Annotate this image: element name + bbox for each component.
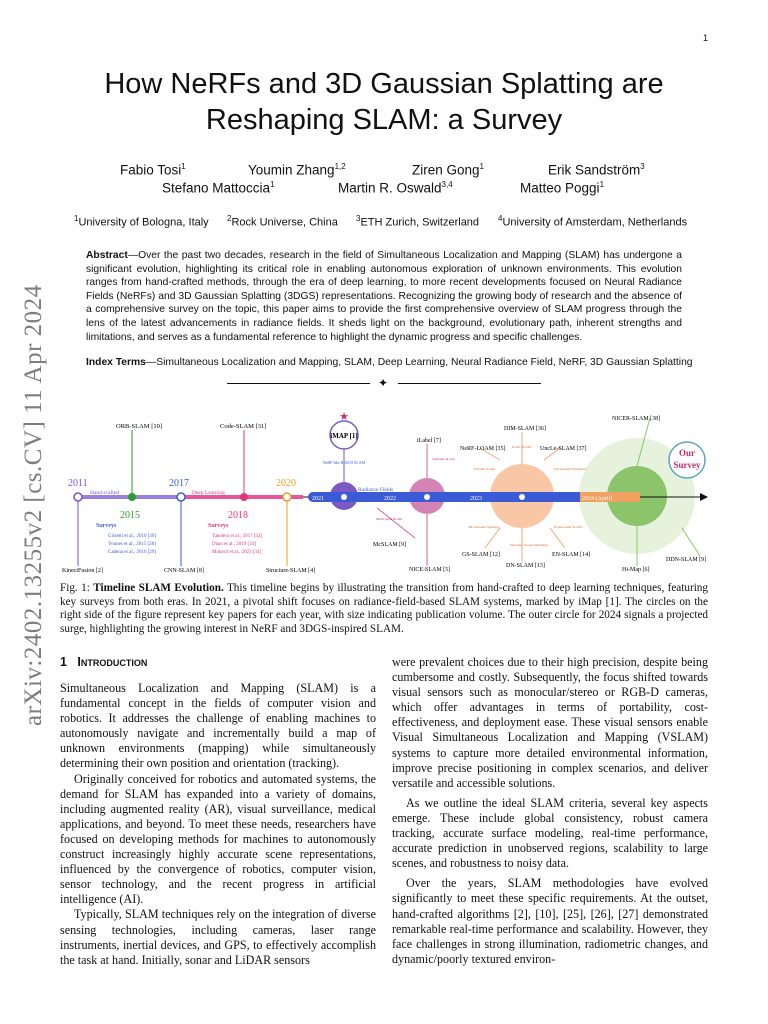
surveys-heading: Surveys	[208, 523, 229, 529]
author: Fabio Tosi$^1$	[120, 162, 186, 178]
body-column-right	[392, 655, 708, 967]
author: Stefano Mattoccia$^1$	[162, 180, 275, 196]
method-label: DDN-SLAM [9]	[666, 557, 707, 563]
method-label: iLabel [7]	[417, 438, 441, 444]
figure-caption	[60, 582, 708, 636]
survey-item: Mokssit et al., 2023 [34]	[212, 550, 262, 555]
divider-diamond-icon: ✦	[378, 376, 389, 390]
body-column-left	[60, 681, 376, 968]
index-terms-text: —Simultaneous Localization and Mapping, SLAM, Deep Learning, Neural Radiance Field, NeRF, 3D Gaussian Splatting	[145, 357, 693, 368]
author: Youmin Zhang$^{1,2}$	[248, 162, 346, 178]
affiliation: $^1$University of Bologna, Italy	[74, 214, 209, 229]
stem-gs-slam	[485, 528, 500, 548]
method-label: UncLe-SLAM [37]	[540, 446, 587, 452]
index-terms-label: Index Terms	[86, 357, 146, 368]
method-label: Code-SLAM [31]	[220, 423, 267, 430]
method-label: EN-SLAM [14]	[552, 552, 591, 558]
year-node	[128, 493, 136, 501]
stem-ddn-slam	[682, 528, 700, 556]
year-node	[519, 494, 525, 500]
year-node	[177, 493, 185, 501]
era-label: Hand-crafted	[90, 490, 120, 496]
year-label: 2024 (April)	[582, 496, 613, 502]
method-label: ORB-SLAM [10]	[116, 423, 163, 430]
year-node	[283, 493, 291, 501]
paragraph: Typically, SLAM techniques rely on the integration of diverse sensing technologies, including cameras, laser range instruments, inertial devices, and GPS, to effectively accomplish the task at hand. Initially, sonar and LiDAR sensors	[60, 907, 376, 967]
year-label: 2018	[228, 510, 248, 521]
paper-title: How NeRFs and 3D Gaussian Splatting are Reshaping SLAM: a Survey	[104, 68, 664, 136]
surveys-heading: Surveys	[96, 523, 117, 529]
abstract-text: —Over the past two decades, research in the field of Simultaneous Localization and Mapping (SLAM) has undergone a significant evolution, highlighting its critical role in enabling autonomous exploration of unknown environments. This evolution ranges from hand-crafted methods, through the era of deep learning, to more recent developments focused on Neural Radiance Fields (NeRFs) and 3D Gaussian Splatting (3DGS) representations. Recognizing the growing body of research and the absence of a comprehensive survey on the topic, this paper aims to provide the first comprehensive overview of SLAM progress through the lens of the latest advancements in radiance fields. It sheds light on the background, evolutionary path, inherent strengths and limitations, and serves as a fundamental reference to highlight the dynamic progress and specific challenges.	[86, 250, 682, 343]
minor-label: Multi-agent & edit	[376, 517, 403, 521]
survey-item: Takeleni et al., 2017 [32]	[212, 534, 263, 539]
stem-mcslam	[377, 508, 415, 538]
paragraph: were prevalent choices due to their high precision, despite being cumbersome and costly. Subsequently, the focus shifted towards visual sensors such as monocular/stereo or RGB-D cameras, which offer advantages in terms of portability, cost-effectiveness, and deployment ease. These visual sensors enable Visual Simultaneous Localization and Mapping (VSLAM) systems to capture more detailed environmental information, improve precise positioning in complex scenarios, and deliver versatile and accessible solutions.	[392, 655, 708, 790]
arxiv-stamp: arXiv:2402.13255v2 [cs.CV] 11 Apr 2024	[20, 284, 47, 726]
year-node	[424, 494, 430, 500]
timeline-arrow-icon	[700, 493, 708, 501]
affiliation: $^3$ETH Zurich, Switzerland	[356, 214, 480, 229]
star-icon: ★	[339, 411, 349, 423]
imap-note: NeRF-like RGB-D SLAM	[322, 460, 366, 465]
caption-label: Fig. 1:	[60, 582, 90, 594]
method-label: iMAP [1]	[330, 432, 358, 440]
author: Martin R. Oswald$^{3,4}$	[338, 180, 453, 196]
caption-title: Timeline SLAM Evolution.	[93, 582, 224, 594]
method-label: Structure-SLAM [4]	[266, 568, 316, 574]
timeline-figure	[60, 408, 720, 578]
survey-item: Duan et al., 2019 [33]	[212, 542, 256, 547]
affiliation: $^2$Rock Universe, China	[227, 214, 338, 229]
survey-item: Cadena et al., 2016 [29]	[108, 550, 157, 555]
abstract-label: Abstract	[86, 250, 128, 261]
paragraph: Originally conceived for robotics and automated systems, the demand for SLAM has expanded into a variety of domains, including augmented reality (AR), visual surveillance, medical applications, and beyond. To meet these needs, researchers have focused on developing methods for machines to autonomously construct increasingly highly accurate scene representations, influenced by the convergence of robotics, computer vision, sensor technology, and the recent progress in artificial intelligence (AI).	[60, 771, 376, 907]
our-survey-label: Survey	[673, 460, 701, 470]
method-label: NeRF-LOAM [35]	[460, 446, 506, 452]
method-label: DIM-SLAM [36]	[504, 426, 546, 432]
method-label: KinectFusion [2]	[62, 568, 103, 574]
minor-label: Event-based SLAM	[554, 525, 582, 529]
paragraph: Over the years, SLAM methodologies have evolved significantly to meet these specific requirements. At the outset, hand-crafted algorithms [2], [10], [25], [26], [27] demonstrated remarkable real-time performance and scalability. However, they face challenges in strong illumination, radiometric changes, and dynamic/poorly textured environ-	[392, 876, 708, 966]
method-label: CNN-SLAM [8]	[164, 568, 204, 574]
minor-label: LiDAR SLAM	[474, 467, 496, 471]
paragraph: As we outline the ideal SLAM criteria, several key aspects emerge. These include global consistency, robust camera tracking, accurate surface modeling, real-time performance, accurate prediction in unobserved regions, scalability to large scenes, and robustness to noisy data.	[392, 795, 708, 871]
year-label: 2022	[384, 496, 396, 502]
page-number: 1	[702, 33, 708, 43]
year-label: 2023	[470, 496, 482, 502]
stem-en-slam	[550, 528, 565, 548]
minor-label: Uncertainty Estimation	[554, 467, 587, 471]
minor-label: Dynamic Scenes Handling	[510, 543, 548, 547]
paragraph: Simultaneous Localization and Mapping (SLAM) is a fundamental concept in the fields of computer vision and robotics. It addresses the challenge of enabling machines to autonomously navigate and incrementally build a map of unknown environments (mapping) while simultaneously determining their own position and orientation (tracking).	[60, 681, 376, 771]
abstract	[86, 249, 682, 344]
author: Matteo Poggi$^1$	[520, 180, 605, 196]
era-label: Deep Learning	[192, 490, 225, 496]
method-label: DN-SLAM [13]	[506, 563, 545, 569]
method-label: McSLAM [9]	[373, 542, 407, 548]
author: Erik Sandström$^3$	[548, 162, 645, 178]
author: Ziren Gong$^1$	[412, 162, 484, 178]
section-divider	[227, 376, 541, 390]
our-survey-label: Our	[678, 448, 696, 458]
survey-item: Grisetti et al., 2010 [30]	[108, 534, 157, 539]
survey-item: Younes et al., 2015 [28]	[108, 542, 156, 547]
caption-text: This timeline begins by illustrating the transition from hand-crafted to deep learning techniques, featuring key surveys from both eras. In 2021, a pivotal shift focuses on radiance-field-based SLAM systems, marked by iMap [1]. The circles on the right side of the figure represent key papers for each year, with size indicating publication volume. The outer circle for 2024 signals a projected surge, highlighting the growing interest in NeRF and 3DGS-inspired SLAM.	[60, 582, 708, 635]
year-label: 2011	[68, 478, 88, 489]
method-label: Hi-Map [6]	[622, 567, 650, 573]
year-label: 2017	[169, 478, 189, 489]
minor-label: Event SLAM	[512, 445, 531, 449]
year-node	[341, 494, 347, 500]
section-heading: 1 Introduction	[60, 655, 148, 669]
year-label: 2020	[276, 478, 296, 489]
minor-label: Semantic & edit	[432, 457, 455, 461]
affiliation: $^4$University of Amsterdam, Netherlands	[498, 214, 688, 229]
year-label: 2021	[312, 496, 324, 502]
year-node	[240, 493, 248, 501]
method-label: GS-SLAM [12]	[462, 552, 500, 558]
index-terms	[86, 356, 696, 370]
method-label: NICER-SLAM [38]	[612, 416, 661, 422]
year-node	[74, 493, 82, 501]
minor-label: 3D Gaussian Splatting	[468, 525, 500, 529]
year-label: 2015	[120, 510, 140, 521]
era-label: Radiance Fields	[358, 487, 394, 493]
method-label: NICE-SLAM [5]	[409, 567, 451, 573]
